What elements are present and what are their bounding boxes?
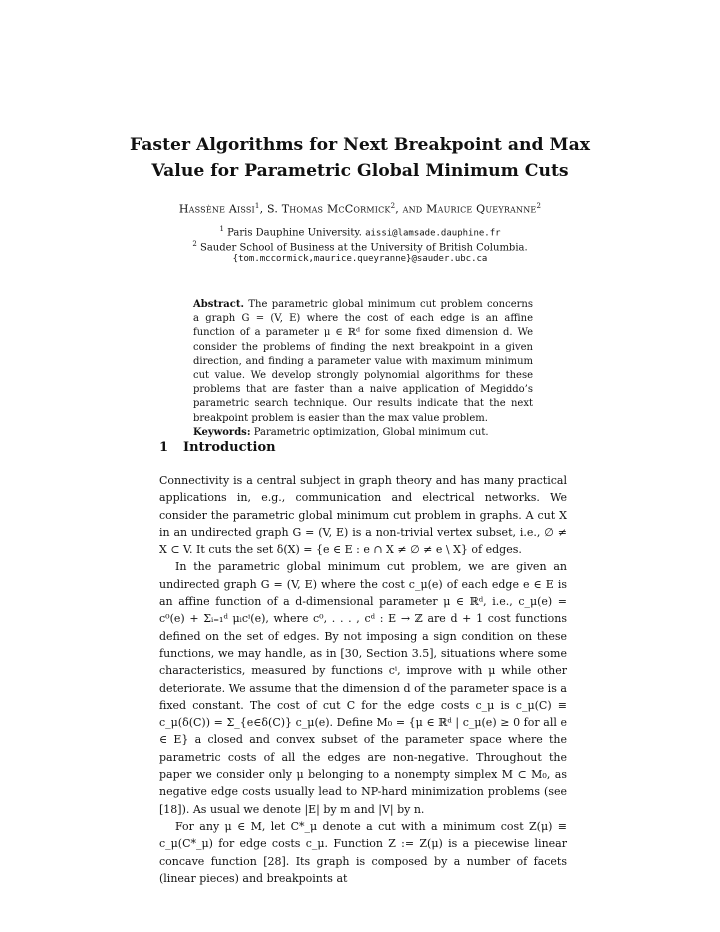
author-3-affiliation-mark: 2 xyxy=(536,202,542,210)
author-1-affiliation-mark: 1 xyxy=(254,202,260,210)
affiliation-1-text: Paris Dauphine University. xyxy=(227,227,362,239)
author-separator-2: , and xyxy=(395,202,427,216)
abstract-text: The parametric global minimum cut problem concerns a graph G = (V, E) where the cost of each edge is an affine function of a parameter μ ∈ ℝᵈ for some fixed dimension d. We consider the problems of finding the next breakpoint in a given direction, and finding a parameter value with maximum minimum cut value. We develop strongly polynomial algorithms for these problems that are faster than a naive application of Megiddo’s parametric search technique. Our results indicate that the next breakpoint problem is easier than the max value problem. xyxy=(193,299,533,424)
paper-title xyxy=(130,132,590,184)
title-line-1: Faster Algorithms for Next Breakpoint and Max xyxy=(130,135,590,155)
affiliation-2-text: Sauder School of Business at the University of British Columbia. xyxy=(199,242,528,254)
section-heading xyxy=(159,440,276,455)
abstract xyxy=(193,298,533,440)
author-separator-1: , xyxy=(259,202,267,216)
paragraph-1: Connectivity is a central subject in graph theory and has many practical applications in, e.g., communication and electrical networks. We consider the parametric global minimum cut problem in graphs. A cut X in an undirected graph G = (V, E) is a non-trivial vertex subset, i.e., ∅ ≠ X ⊂ V. It cuts the set δ(X) = {e ∈ E : e ∩ X ≠ ∅ ≠ e \ X} of edges. xyxy=(159,474,567,557)
body-text xyxy=(159,472,567,887)
keywords-label: Keywords: xyxy=(193,426,251,438)
title-line-2: Value for Parametric Global Minimum Cuts xyxy=(151,161,569,181)
author-1: Hassène Aissi xyxy=(178,202,255,216)
affiliation-2-email[interactable]: {tom.mccormick,maurice.queyranne}@sauder.ubc.ca xyxy=(232,254,488,264)
section-number: 1 xyxy=(159,440,169,455)
section-title: Introduction xyxy=(183,440,276,455)
abstract-label: Abstract. xyxy=(193,299,244,310)
keywords-text: Parametric optimization, Global minimum cut. xyxy=(253,426,489,438)
author-list xyxy=(100,202,620,216)
affiliation-2-email-line xyxy=(100,251,620,267)
author-2-affiliation-mark: 2 xyxy=(390,202,396,210)
author-3: Maurice Queyranne xyxy=(426,202,537,216)
affiliation-1-mark: 1 xyxy=(219,225,224,233)
paragraph-2: In the parametric global minimum cut problem, we are given an undirected graph G = (V, E) where the cost c_μ(e) of each edge e ∈ E is an affine function of a d-dimensional parameter μ ∈ ℝᵈ, i.e., c_μ(e) = c⁰(e) + Σᵢ₌₁ᵈ μᵢcⁱ(e), where c⁰, . . . , cᵈ : E → ℤ are d + 1 cost functions defined on the set of edges. By not imposing a sign condition on these functions, we may handle, as in [30, Section 3.5], situations where some characteristics, measured by functions cⁱ, improve with μ while other deteriorate. We assume that the dimension d of the parameter space is a fixed constant. The cost of cut C for the edge costs c_μ is c_μ(C) ≡ c_μ(δ(C)) = Σ_{e∈δ(C)} c_μ(e). Define M₀ = {μ ∈ ℝᵈ | c_μ(e) ≥ 0 for all e ∈ E} a closed and convex subset of the parameter space where the parametric costs of all the edges are non-negative. Throughout the paper we consider only μ belonging to a nonempty simplex M ⊂ M₀, as negative edge costs usually lead to NP-hard minimization problems (see [18]). As usual we denote |E| by m and |V| by n. xyxy=(159,560,567,816)
affiliation-2-mark: 2 xyxy=(192,240,197,248)
paragraph-3: For any μ ∈ M, let C*_μ denote a cut with a minimum cost Z(μ) ≡ c_μ(C*_μ) for edge costs c_μ. Function Z := Z(μ) is a piecewise linear concave function [28]. Its graph is composed by a number of facets (linear pieces) and breakpoints at xyxy=(159,819,567,885)
affiliation-1-email[interactable]: aissi@lamsade.dauphine.fr xyxy=(365,228,501,239)
author-2: S. Thomas McCormick xyxy=(266,202,391,216)
